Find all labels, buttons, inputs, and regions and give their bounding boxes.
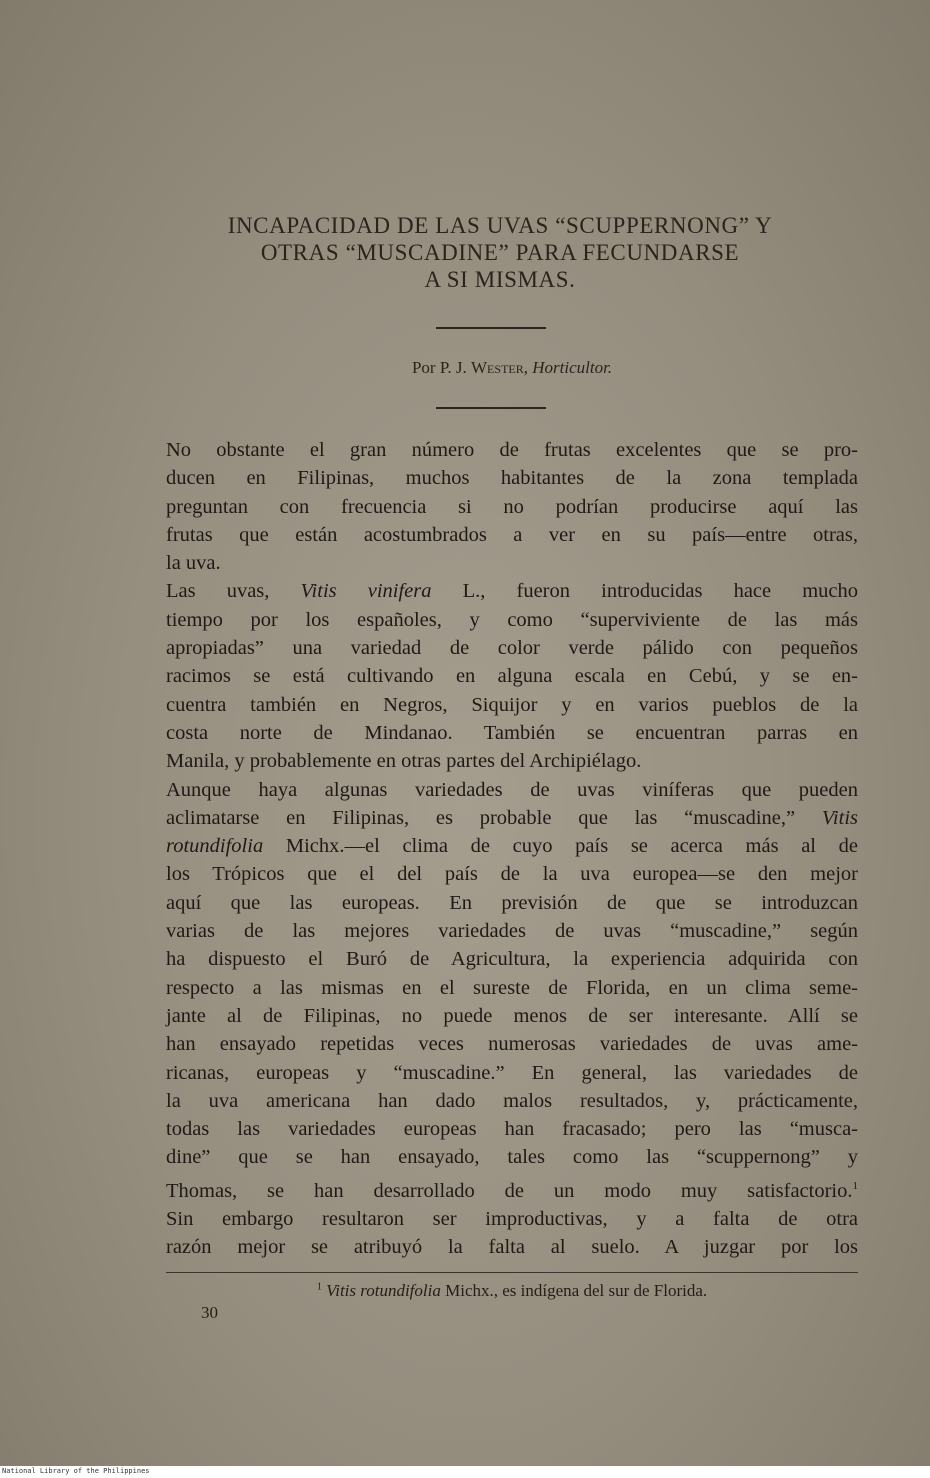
title-line: A SI MISMAS. xyxy=(424,267,576,292)
text-line: tiempo por los españoles, y como “superviviente de las más xyxy=(166,608,858,631)
title-line: OTRAS “MUSCADINE” PARA FECUNDARSE xyxy=(260,240,740,265)
species-name: Vitis xyxy=(821,806,858,829)
text-line: ducen en Filipinas, muchos habitantes de la zona templada xyxy=(166,467,858,490)
text-run: L., fueron introducidas hace mucho xyxy=(462,580,859,603)
byline-author: Wester, xyxy=(471,358,528,377)
text-line xyxy=(166,832,858,860)
text-line: Manila, y probablemente en otras partes del Archipiélago. xyxy=(166,750,642,773)
text-line xyxy=(166,1172,858,1205)
species-name: Vitis vinifera xyxy=(300,580,432,603)
article-title xyxy=(120,212,880,293)
text-line: ricanas, europeas y “muscadine.” En general, las variedades de xyxy=(166,1061,858,1084)
text-run: Thomas, se han desarrollado de un modo muy satisfactorio. xyxy=(166,1179,853,1202)
byline xyxy=(166,358,858,378)
byline-role: Horticultor. xyxy=(532,358,613,377)
text-line xyxy=(166,577,858,605)
text-line: apropiadas” una variedad de color verde pálido con pequeños xyxy=(166,637,858,660)
text-line: todas las variedades europeas han fracasado; pero las “musca- xyxy=(166,1118,858,1141)
footnote-reference[interactable]: 1 xyxy=(852,1179,858,1192)
footnote-species: Vitis rotundifolia xyxy=(326,1281,441,1300)
text-line: dine” que se han ensayado, tales como las “scuppernong” y xyxy=(166,1146,858,1169)
text-line: frutas que están acostumbrados a ver en su país—entre otras, xyxy=(166,523,858,546)
footnote-mark: 1 xyxy=(316,1281,322,1293)
text-line: Aunque haya algunas variedades de uvas viníferas que pueden xyxy=(166,778,858,801)
text-run: Las uvas, xyxy=(166,580,270,603)
library-credit: National Library of the Philippines xyxy=(2,1467,150,1475)
text-line: la uva. xyxy=(166,552,221,575)
article-body xyxy=(166,436,858,1261)
text-line: costa norte de Mindanao. También se encuentran parras en xyxy=(166,721,858,744)
paragraph-2 xyxy=(166,577,858,775)
text-line: jante al de Filipinas, no puede menos de ser interesante. Allí se xyxy=(166,1004,858,1027)
text-line: No obstante el gran número de frutas excelentes que se pro- xyxy=(166,439,858,461)
text-line: racimos se está cultivando en alguna escala en Cebú, y se en- xyxy=(166,665,858,688)
text-run: Michx.—el clima de cuyo país se acerca más al de xyxy=(285,835,858,858)
byline-prefix: Por P. J. xyxy=(411,358,467,377)
byline-divider-rule xyxy=(436,407,546,409)
text-run: aclimatarse en Filipinas, es probable que las “muscadine,” xyxy=(166,806,796,829)
text-line: Sin embargo resultaron ser improductivas, y a falta de otra xyxy=(166,1207,858,1230)
text-line: preguntan con frecuencia si no podrían producirse aquí las xyxy=(166,495,858,518)
text-line: aquí que las europeas. En previsión de que se introduzcan xyxy=(166,891,858,914)
footnote-text: Michx., es indígena del sur de Florida. xyxy=(445,1281,708,1300)
footnote xyxy=(166,1281,858,1301)
paragraph-3 xyxy=(166,776,858,1262)
text-line: razón mejor se atribuyó la falta al suelo. A juzgar por los xyxy=(166,1236,858,1259)
text-line: la uva americana han dado malos resultados, y, prácticamente, xyxy=(166,1089,858,1112)
title-line: INCAPACIDAD DE LAS UVAS “SCUPPERNONG” Y xyxy=(227,213,773,238)
text-line xyxy=(166,804,858,832)
text-line: respecto a las mismas en el sureste de Florida, en un clima seme- xyxy=(166,976,858,999)
paragraph-1 xyxy=(166,436,858,577)
title-divider-rule xyxy=(436,327,546,329)
text-line: varias de las mejores variedades de uvas “muscadine,” según xyxy=(166,920,858,943)
footnote-rule xyxy=(166,1272,858,1273)
text-line: ha dispuesto el Buró de Agricultura, la experiencia adquirida con xyxy=(166,948,858,971)
text-line: los Trópicos que el del país de la uva europea—se den mejor xyxy=(166,863,858,886)
text-line: han ensayado repetidas veces numerosas variedades de uvas ame- xyxy=(166,1033,858,1056)
page-number: 30 xyxy=(201,1303,218,1322)
species-name: rotundifolia xyxy=(166,835,264,858)
text-line: cuentra también en Negros, Siquijor y en varios pueblos de la xyxy=(166,693,858,716)
